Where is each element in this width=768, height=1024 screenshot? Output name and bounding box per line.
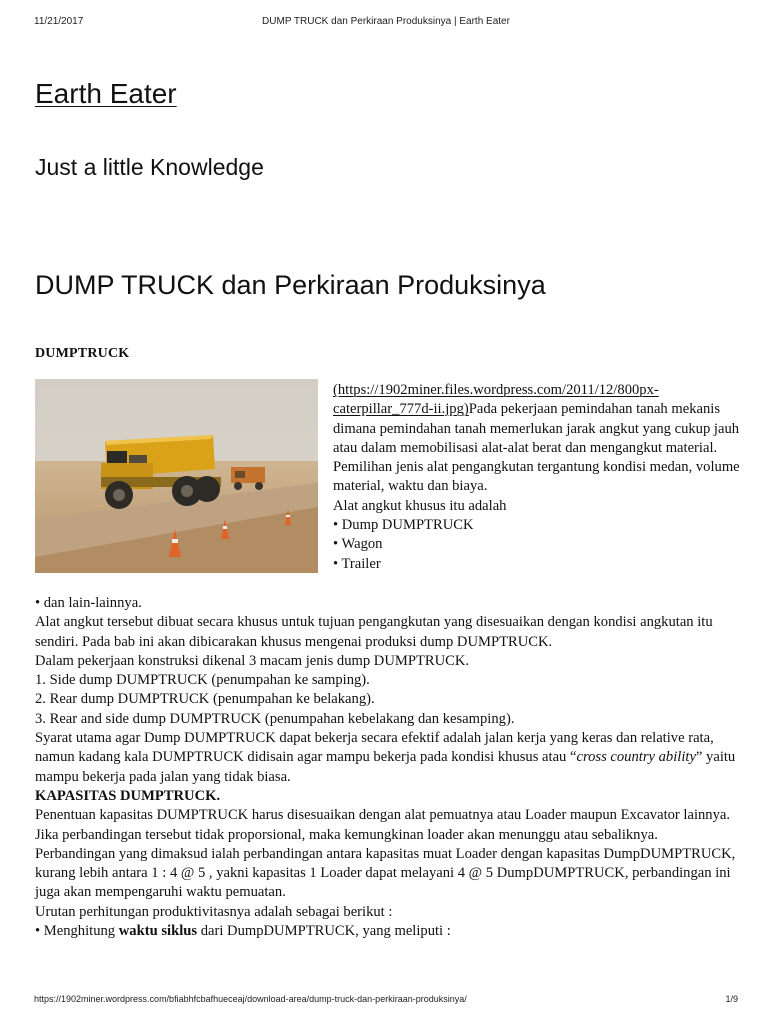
intro-column <box>333 381 741 574</box>
type-item: 1. Side dump DUMPTRUCK (penumpahan ke samping). <box>35 672 370 689</box>
types-intro: Dalam pekerjaan konstruksi dikenal 3 macam jenis dump DUMPTRUCK. <box>35 652 470 669</box>
intro-text: Pada pekerjaan pemindahan tanah mekanis dimana pemindahan tanah memerlukan jarak angkut yang cukup jauh atau dalam memobilisasi alat-alat berat dan mengangkut material. Pemilihan jenis alat pengangkutan tergantung kondisi medan, volume material, waktu dan biaya. <box>333 401 740 495</box>
list-item: • dan lain-lainnya. <box>35 595 142 611</box>
print-date: 11/21/2017 <box>34 16 84 27</box>
article-body <box>35 594 739 941</box>
type-item: 3. Rear and side dump DUMPTRUCK (penumpahan kebelakang dan kesamping). <box>35 710 515 727</box>
paragraph-special: Alat angkut tersebut dibuat secara khusus untuk tujuan pengangkutan yang disesuaikan dengan kondisi angkutan itu sendiri. Pada bab ini akan dibicarakan khusus mengenai produksi dump DUMPTRUCK. <box>35 614 713 650</box>
print-footer <box>34 994 738 1008</box>
list-intro: Alat angkut khusus itu adalah <box>333 497 507 514</box>
page-number: 1/9 <box>725 994 738 1004</box>
print-url: https://1902miner.wordpress.com/bfiabhfcbafhueceaj/download-area/dump-truck-dan-perkiraan-produksinya/ <box>34 994 467 1004</box>
waktu-siklus-term: waktu siklus <box>118 923 198 940</box>
paragraph-urutan: Urutan perhitungan produktivitasnya adalah sebagai berikut : <box>35 903 393 920</box>
cross-country-term: cross country ability <box>576 749 696 766</box>
type-item: 2. Rear dump DUMPTRUCK (penumpahan ke belakang). <box>35 691 375 708</box>
intro-paragraph <box>333 381 741 497</box>
site-title-link[interactable]: Earth Eater <box>35 78 177 109</box>
list-item-waktu-siklus: • Menghitung waktu siklus dari DumpDUMPTRUCK, yang meliputi : <box>35 923 451 940</box>
print-page-title: DUMP TRUCK dan Perkiraan Produksinya | Earth Eater <box>262 16 510 27</box>
paragraph-kapasitas: Penentuan kapasitas DUMPTRUCK harus disesuaikan dengan alat pemuatnya atau Loader maupun Excavator lainnya. Jika perbandingan tersebut tidak proporsional, maka kemungkinan loader akan menunggu atau sebaliknya. Perbandingan yang dimaksud ialah perbandingan antara kapasitas muat Loader dengan kapasitas DumpDUMPTRUCK, kurang lebih antara 1 : 4 @ 5 , yakni kapasitas 1 Loader dapat melayani 4 @ 5 DumpDUMPTRUCK, perbandingan ini juga akan mempengaruhi waktu pemuatan. <box>35 807 736 901</box>
dump-truck-photo[interactable] <box>35 379 318 573</box>
kapasitas-heading: KAPASITAS DUMPTRUCK. <box>35 787 221 804</box>
image-source-link[interactable]: (https://1902miner.files.wordpress.com/2011/12/800px-caterpillar_777d-ii.jpg) <box>333 382 659 418</box>
list-item: • Dump DUMPTRUCK <box>333 517 474 534</box>
section-heading: DUMPTRUCK <box>35 346 130 361</box>
site-tagline: Just a little Knowledge <box>35 154 264 180</box>
list-item: • Wagon <box>333 536 383 553</box>
paragraph-syarat: Syarat utama agar Dump DUMPTRUCK dapat bekerja secara efektif adalah jalan kerja yang keras dan relative rata, namun kadang kala DUMPTRUCK didisain agar mampu bekerja pada kondisi khusus atau “cross country ability” yaitu mampu bekerja pada jalan yang tidak biasa. <box>35 730 736 785</box>
dump-truck-image <box>35 379 318 573</box>
post-title: DUMP TRUCK dan Perkiraan Produksinya <box>35 270 546 300</box>
print-header <box>34 16 738 32</box>
list-item: • Trailer <box>333 555 381 572</box>
